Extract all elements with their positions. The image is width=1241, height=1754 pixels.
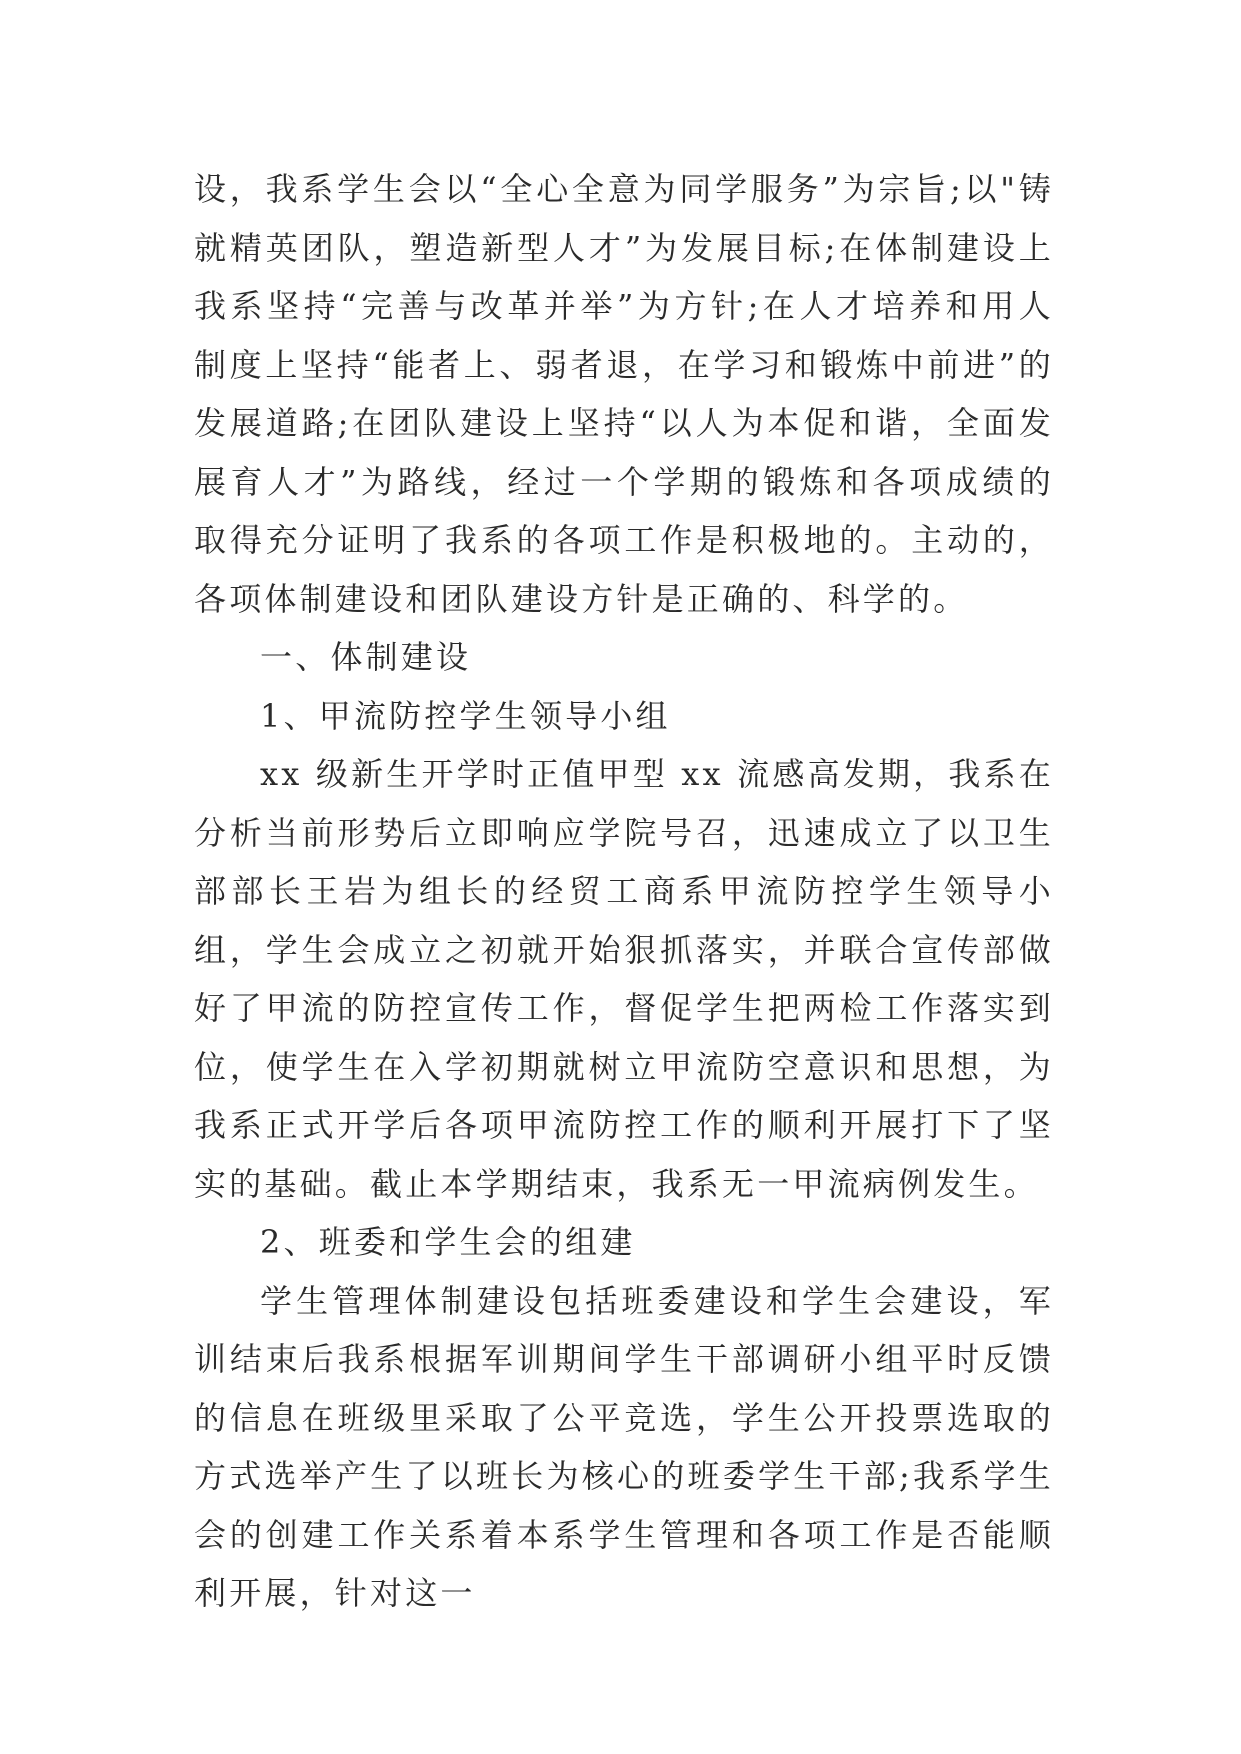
body-paragraph-committee-formation: 学生管理体制建设包括班委建设和学生会建设，军训结束后我系根据军训期间学生干部调研小组平时反馈的信息在班级里采取了公平竞选，学生公开投票选取的方式选举产生了以班长为核心的班委学生干部;我系学生会的创建工作关系着本系学生管理和各项工作是否能顺利开展，针对这一 [194, 1281, 1054, 1612]
document-body [194, 160, 1054, 1623]
section-heading-system-construction: 一、体制建设 [260, 638, 472, 676]
body-paragraph-flu-control: xx 级新生开学时正值甲型 xx 流感高发期，我系在分析当前形势后立即响应学院号召，迅速成立了以卫生部部长王岩为组长的经贸工商系甲流防控学生领导小组，学生会成立之初就开始狠抓落实，并联合宣传部做好了甲流的防控宣传工作，督促学生把两检工作落实到位，使学生在入学初期就树立甲流防空意识和思想，为我系正式开学后各项甲流防控工作的顺利开展打下了坚实的基础。截止本学期结束，我系无一甲流病例发生。 [194, 755, 1054, 1203]
subsection-heading-committee-formation: 2、班委和学生会的组建 [260, 1223, 636, 1261]
subsection-heading-flu-control-group: 1、甲流防控学生领导小组 [260, 696, 671, 735]
body-paragraph-intro: 设，我系学生会以“全心全意为同学服务”为宗旨;以"铸就精英团队，塑造新型人才”为发展目标;在体制建设上我系坚持“完善与改革并举”为方针;在人才培养和用人制度上坚持“能者上、弱者退，在学习和锻炼中前进”的发展道路;在团队建设上坚持“以人为本促和谐，全面发展育人才”为路线，经过一个学期的锻炼和各项成绩的取得充分证明了我系的各项工作是积极地的。主动的，各项体制建设和团队建设方针是正确的、科学的。 [194, 170, 1054, 618]
